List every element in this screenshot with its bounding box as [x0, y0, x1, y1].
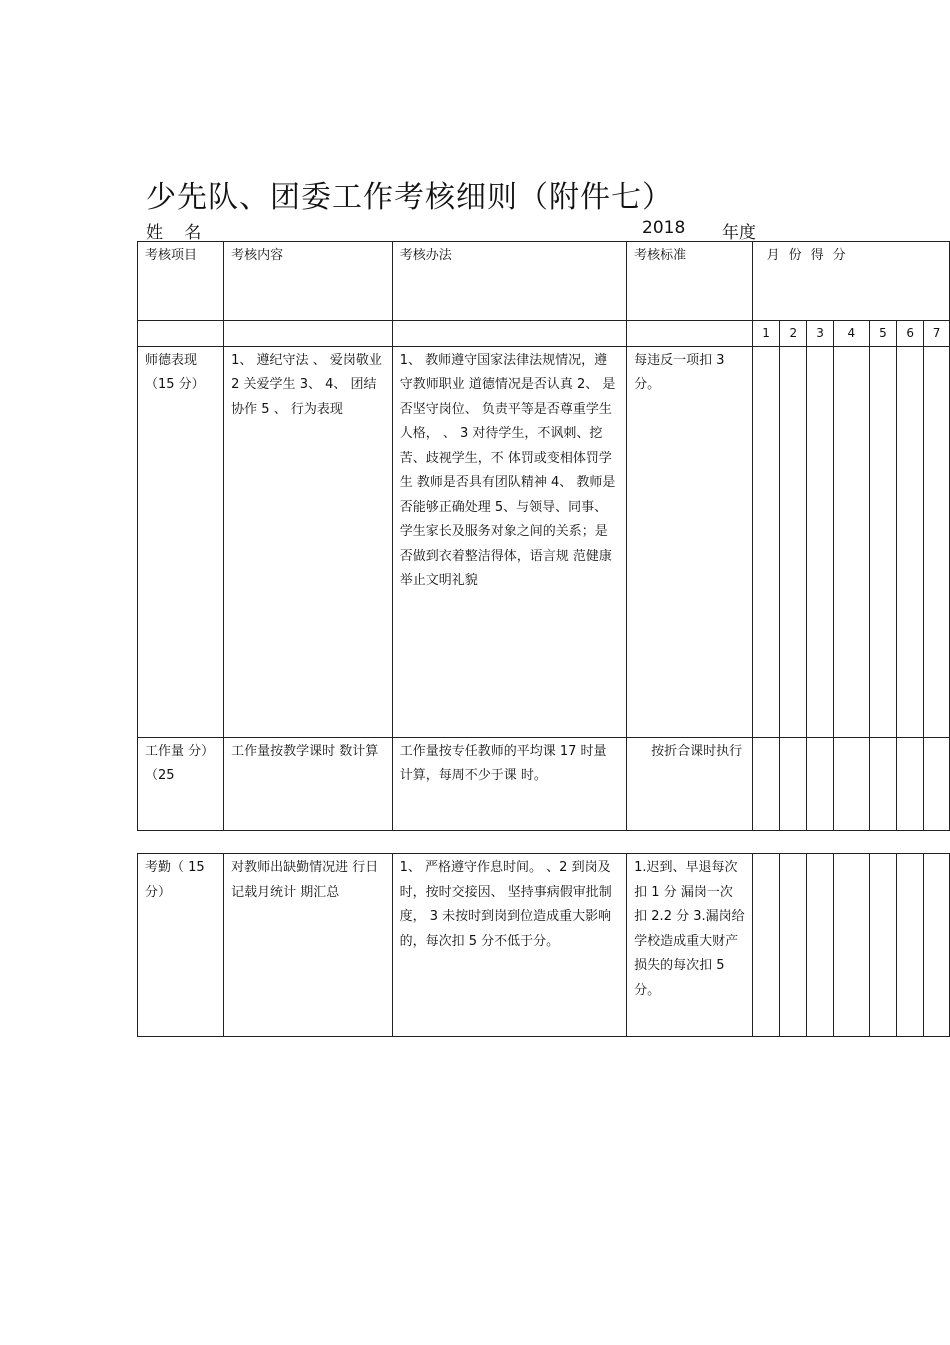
- score-cell[interactable]: [780, 737, 807, 830]
- row-item: 考勤（ 15 分）: [138, 854, 224, 1037]
- blank-cell: [627, 321, 753, 347]
- score-cell[interactable]: [924, 346, 950, 737]
- table-row: [138, 737, 950, 830]
- score-cell[interactable]: [897, 854, 924, 1037]
- score-cell[interactable]: [807, 854, 834, 1037]
- month-number: 4: [833, 321, 869, 347]
- score-cell[interactable]: [833, 854, 869, 1037]
- score-cell[interactable]: [752, 346, 780, 737]
- month-number: 1: [752, 321, 780, 347]
- row-method: 1、 严格遵守作息时间。 、2 到岗及时，按时交接因、 坚持事病假审批制度， 3 未按时到岗到位造成重大影响的，每次扣 5 分不低于分。: [392, 854, 627, 1037]
- row-content: 1、 遵纪守法 、 爱岗敬业 2 关爱学生 3、 4、 团结协作 5 、 行为表现: [224, 346, 393, 737]
- score-cell[interactable]: [869, 854, 897, 1037]
- year-value: 2018: [642, 218, 686, 238]
- score-cell[interactable]: [780, 854, 807, 1037]
- score-cell[interactable]: [807, 346, 834, 737]
- month-number-row: [138, 321, 950, 347]
- name-label: 姓 名: [146, 223, 210, 243]
- header-standard: 考核标准: [627, 242, 753, 321]
- row-content: 工作量按教学课时 数计算: [224, 737, 393, 830]
- score-cell[interactable]: [897, 346, 924, 737]
- table-row: [138, 346, 950, 737]
- row-method: 工作量按专任教师的平均课 17 时量计算，每周不少于课 时。: [392, 737, 626, 830]
- score-cell[interactable]: [924, 854, 950, 1037]
- assessment-table-continued: [137, 853, 950, 1037]
- header-content: 考核内容: [224, 242, 393, 321]
- blank-cell: [224, 321, 393, 347]
- header-monthly-score: 月份得分: [752, 242, 949, 321]
- header-item: 考核项目: [138, 242, 224, 321]
- score-cell[interactable]: [924, 737, 950, 830]
- blank-cell: [138, 321, 224, 347]
- row-item: 师德表现（15 分）: [138, 346, 224, 737]
- row-method: 1、 教师遵守国家法律法规情况，遵守教师职业 道德情况是否认真 2、 是否坚守岗位、 负责平等是否尊重学生人格， 、 3 对待学生，不讽刺、挖苦、歧视学生，不 体罚或变相体罚学生 教师是否具有团队精神 4、 教师是否能够正确处理 5、与领导、同事、 学生家长及服务对象之间的关系；是否做到衣着整洁得体，语言规 范健康举止文明礼貌: [392, 346, 626, 737]
- month-number: 5: [869, 321, 897, 347]
- assessment-table: [137, 241, 950, 831]
- score-cell[interactable]: [869, 346, 897, 737]
- year-suffix-label: 年度: [722, 223, 756, 243]
- header-method: 考核办法: [392, 242, 626, 321]
- row-content: 对教师出缺勤情况进 行日记载月统计 期汇总: [224, 854, 392, 1037]
- month-number: 3: [807, 321, 834, 347]
- score-cell[interactable]: [780, 346, 807, 737]
- header-row: [138, 242, 950, 321]
- row-standard: 1.迟到、早退每次扣 1 分 漏岗一次扣 2.2 分 3.漏岗给学校造成重大财产损失的每次扣 5 分。: [627, 854, 752, 1037]
- score-cell[interactable]: [752, 737, 780, 830]
- row-standard: 每违反一项扣 3 分。: [627, 346, 753, 737]
- score-cell[interactable]: [897, 737, 924, 830]
- score-cell[interactable]: [807, 737, 834, 830]
- document-title: 少先队、团委工作考核细则（附件七）: [146, 180, 673, 215]
- score-cell[interactable]: [833, 737, 869, 830]
- month-number: 7: [924, 321, 950, 347]
- blank-cell: [392, 321, 626, 347]
- score-cell[interactable]: [752, 854, 780, 1037]
- month-number: 6: [897, 321, 924, 347]
- row-item: 工作量 分）（25: [138, 737, 224, 830]
- score-cell[interactable]: [833, 346, 869, 737]
- table-row: [138, 854, 950, 1037]
- row-standard: 按折合课时执行: [627, 737, 753, 830]
- score-cell[interactable]: [869, 737, 897, 830]
- month-number: 2: [780, 321, 807, 347]
